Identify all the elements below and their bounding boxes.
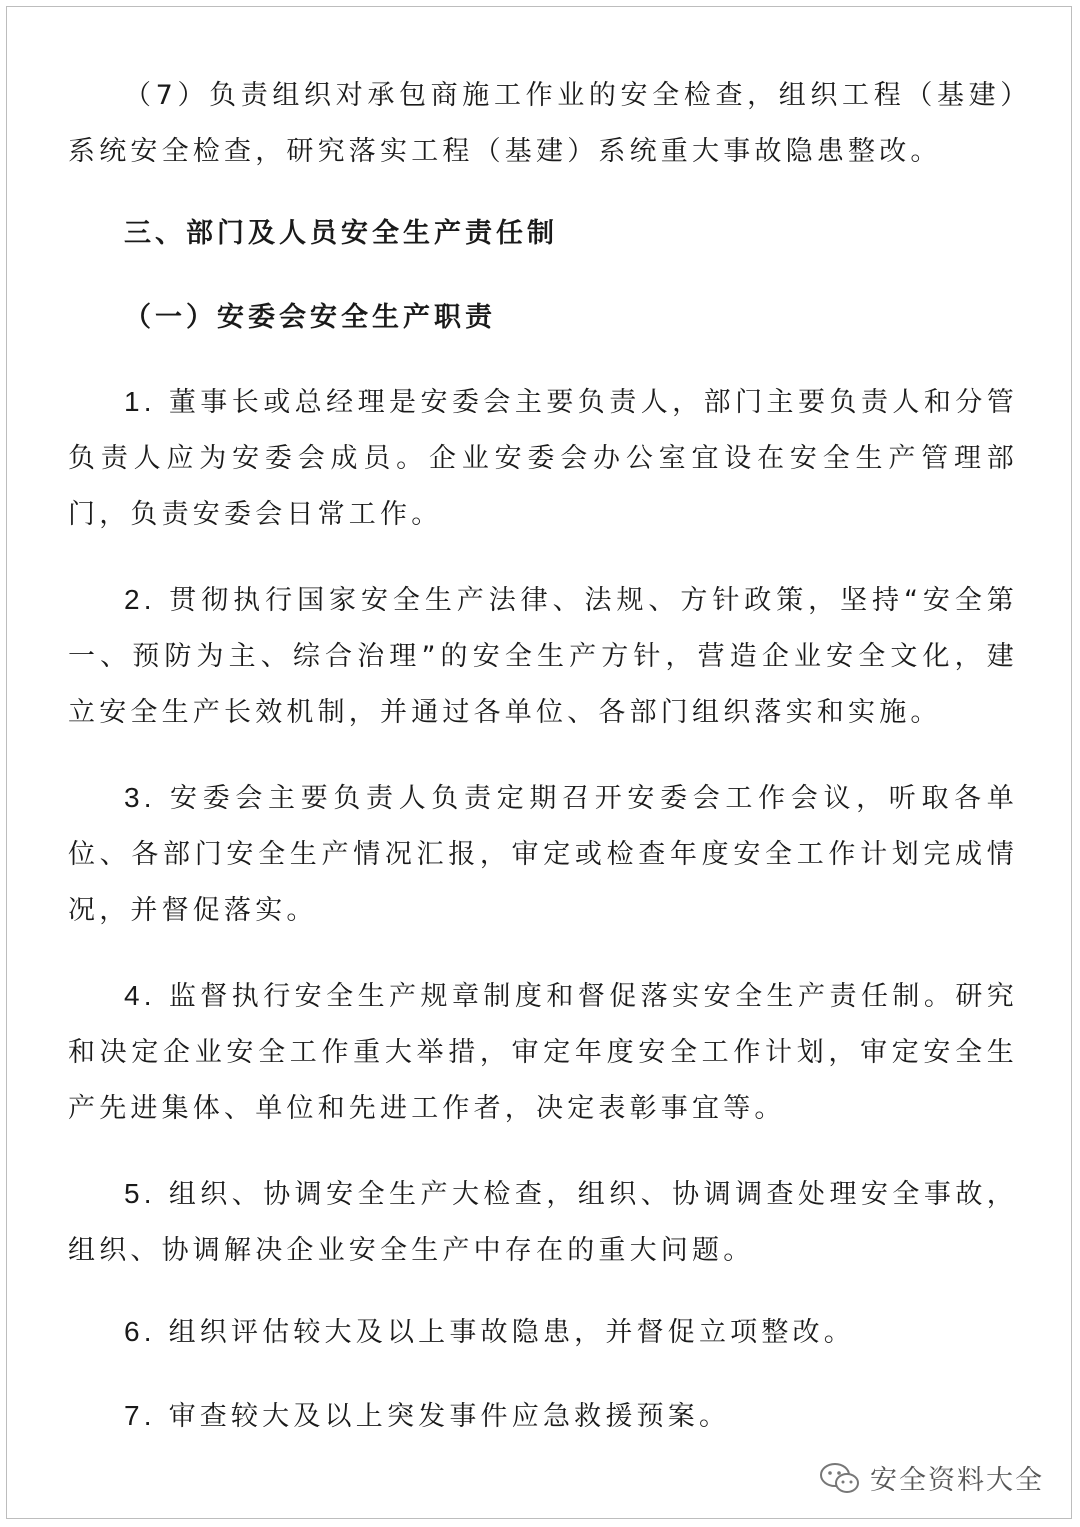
item-text: 董事长或总经理是安委会主要负责人，部门主要负责人和分管负责人应为安委会成员。企业安委会办公室宜设在安全生产管理部门，负责安委会日常工作。	[68, 387, 1018, 530]
wechat-icon	[818, 1461, 862, 1495]
list-item	[68, 1304, 1018, 1361]
item-number: 3.	[124, 782, 156, 813]
subsection-heading: （一）安委会安全生产职责	[124, 302, 496, 333]
item-text: 监督执行安全生产规章制度和督促落实安全生产责任制。研究和决定企业安全工作重大举措，审定年度安全工作计划，审定安全生产先进集体、单位和先进工作者，决定表彰事宜等。	[68, 981, 1018, 1124]
item-text: 组织评估较大及以上事故隐患，并督促立项整改。	[168, 1317, 855, 1348]
watermark	[818, 1458, 1044, 1497]
item-text: 安委会主要负责人负责定期召开安委会工作会议，听取各单位、各部门安全生产情况汇报，审定或检查年度安全工作计划完成情况，并督促落实。	[68, 783, 1018, 926]
item-number: 5.	[124, 1178, 156, 1209]
item-number: 2.	[124, 584, 156, 615]
list-item	[68, 770, 1018, 939]
item-text: 组织、协调安全生产大检查，组织、协调调查处理安全事故，组织、协调解决企业安全生产中存在的重大问题。	[68, 1179, 1018, 1266]
item-text: 审查较大及以上突发事件应急救援预案。	[168, 1401, 731, 1432]
list-item	[68, 1166, 1018, 1279]
list-item	[68, 968, 1018, 1137]
section-heading: 三、部门及人员安全生产责任制	[124, 218, 558, 249]
watermark-text: 安全资料大全	[870, 1465, 1044, 1496]
paragraph-item-7: （7）负责组织对承包商施工作业的安全检查，组织工程（基建）系统安全检查，研究落实工程（基建）系统重大事故隐患整改。	[68, 80, 1018, 167]
item-number: 7.	[124, 1400, 156, 1431]
item-number: 6.	[124, 1316, 156, 1347]
item-number: 1.	[124, 386, 156, 417]
list-item	[68, 572, 1018, 741]
list-item	[68, 1388, 1018, 1445]
item-number: 4.	[124, 980, 156, 1011]
list-item	[68, 374, 1018, 543]
item-text: 贯彻执行国家安全生产法律、法规、方针政策，坚持“安全第一、预防为主、综合治理”的安全生产方针，营造企业安全文化，建立安全生产长效机制，并通过各单位、各部门组织落实和实施。	[68, 585, 1018, 728]
